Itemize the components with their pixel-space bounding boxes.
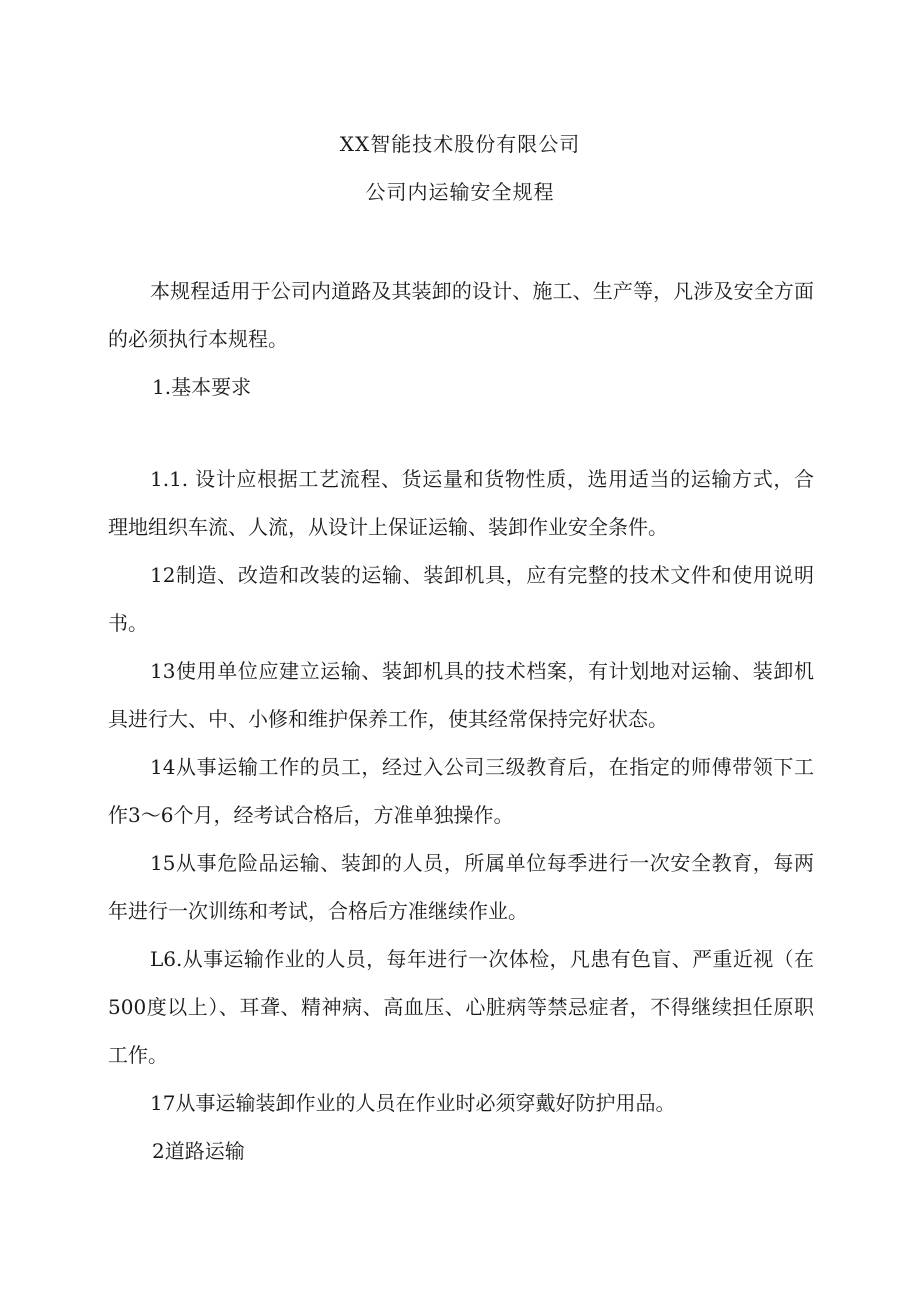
paragraph-1-7: 17从事运输装卸作业的人员在作业时必须穿戴好防护用品。 bbox=[150, 1091, 676, 1115]
paragraph-1-5: 15从事危险品运输、装卸的人员，所属单位每季进行一次安全教育，每两年进行一次训练和考试，合格后方准继续作业。 bbox=[108, 851, 814, 923]
paragraph-1-3: 13使用单位应建立运输、装卸机具的技术档案，有计划地对运输、装卸机具进行大、中、小修和维护保养工作，使其经常保持完好状态。 bbox=[108, 659, 814, 731]
section-2-heading: 2道路运输 bbox=[152, 1139, 245, 1163]
section-1-heading: 1.基本要求 bbox=[152, 375, 252, 399]
intro-paragraph: 本规程适用于公司内道路及其装卸的设计、施工、生产等，凡涉及安全方面的必须执行本规程。 bbox=[108, 279, 814, 351]
spacer bbox=[108, 411, 814, 455]
paragraph-1-2: 12制造、改造和改装的运输、装卸机具，应有完整的技术文件和使用说明书。 bbox=[108, 563, 814, 635]
company-name: XX智能技术股份有限公司 bbox=[339, 132, 581, 156]
paragraph-1-1: 1.1. 设计应根据工艺流程、货运量和货物性质，选用适当的运输方式，合理地组织车流、人流，从设计上保证运输、装卸作业安全条件。 bbox=[108, 467, 814, 539]
paragraph-1-6: L6.从事运输作业的人员，每年进行一次体检，凡患有色盲、严重近视（在500度以上）、耳聋、精神病、高血压、心脏病等禁忌症者，不得继续担任原职工作。 bbox=[108, 947, 814, 1067]
document-title: 公司内运输安全规程 bbox=[365, 180, 555, 204]
document-body bbox=[108, 267, 814, 1175]
paragraph-1-4: 14从事运输工作的员工，经过入公司三级教育后，在指定的师傅带领下工作3～6个月，经考试合格后，方准单独操作。 bbox=[108, 755, 814, 827]
